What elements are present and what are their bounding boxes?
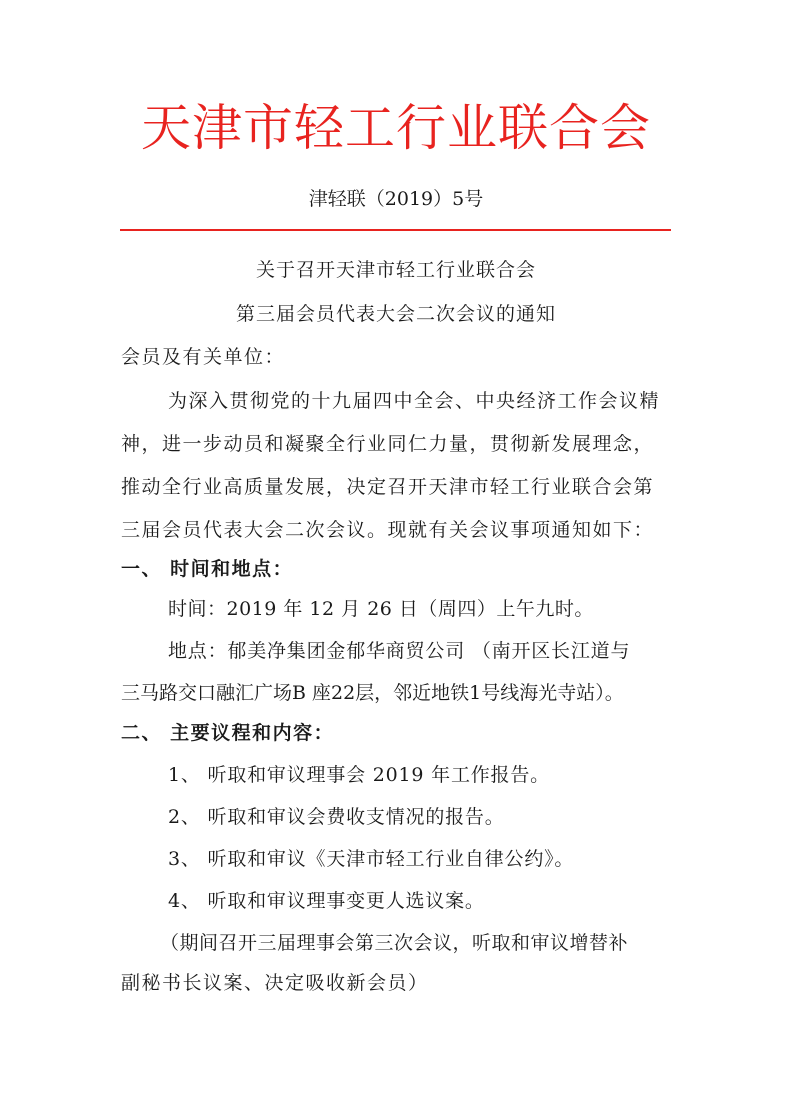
- intro-line: 推动全行业高质量发展，决定召开天津市轻工行业联合会第: [121, 476, 655, 498]
- organization-title: 天津市轻工行业联合会: [141, 99, 651, 157]
- notice-title-line1: 关于召开天津市轻工行业联合会: [255, 259, 536, 281]
- intro-line: 三届会员代表大会二次会议。现就有关会议事项通知如下：: [121, 519, 655, 541]
- red-divider: [120, 229, 671, 231]
- meeting-place-line1: 地点：郁美净集团金郁华商贸公司 （南开区长江道与: [168, 640, 631, 662]
- agenda-item: 4、 听取和审议理事变更人选议案。: [168, 890, 485, 912]
- agenda-note-line1: （期间召开三届理事会第三次会议，听取和审议增替补: [160, 932, 629, 954]
- salutation: 会员及有关单位：: [121, 346, 286, 368]
- agenda-item: 3、 听取和审议《天津市轻工行业自律公约》。: [168, 848, 575, 870]
- intro-line: 神，进一步动员和凝聚全行业同仁力量，贯彻新发展理念，: [121, 433, 655, 455]
- agenda-item: 1、 听取和审议理事会 2019 年工作报告。: [168, 764, 550, 786]
- section-heading-time-place: 一、 时间和地点：: [121, 558, 294, 580]
- meeting-place-line2: 三马路交口融汇广场B 座22层，邻近地铁1号线海光寺站）。: [121, 682, 624, 704]
- intro-line: 为深入贯彻党的十九届四中全会、中央经济工作会议精: [168, 390, 661, 412]
- agenda-note-line2: 副秘书长议案、决定吸收新会员）: [121, 972, 429, 994]
- section-heading-agenda: 二、 主要议程和内容：: [121, 722, 335, 744]
- agenda-item: 2、 听取和审议会费收支情况的报告。: [168, 806, 505, 828]
- document-number: 津轻联（2019）5号: [308, 188, 484, 210]
- meeting-time: 时间：2019 年 12 月 26 日（周四）上午九时。: [168, 598, 594, 620]
- notice-title-line2: 第三届会员代表大会二次会议的通知: [235, 303, 556, 325]
